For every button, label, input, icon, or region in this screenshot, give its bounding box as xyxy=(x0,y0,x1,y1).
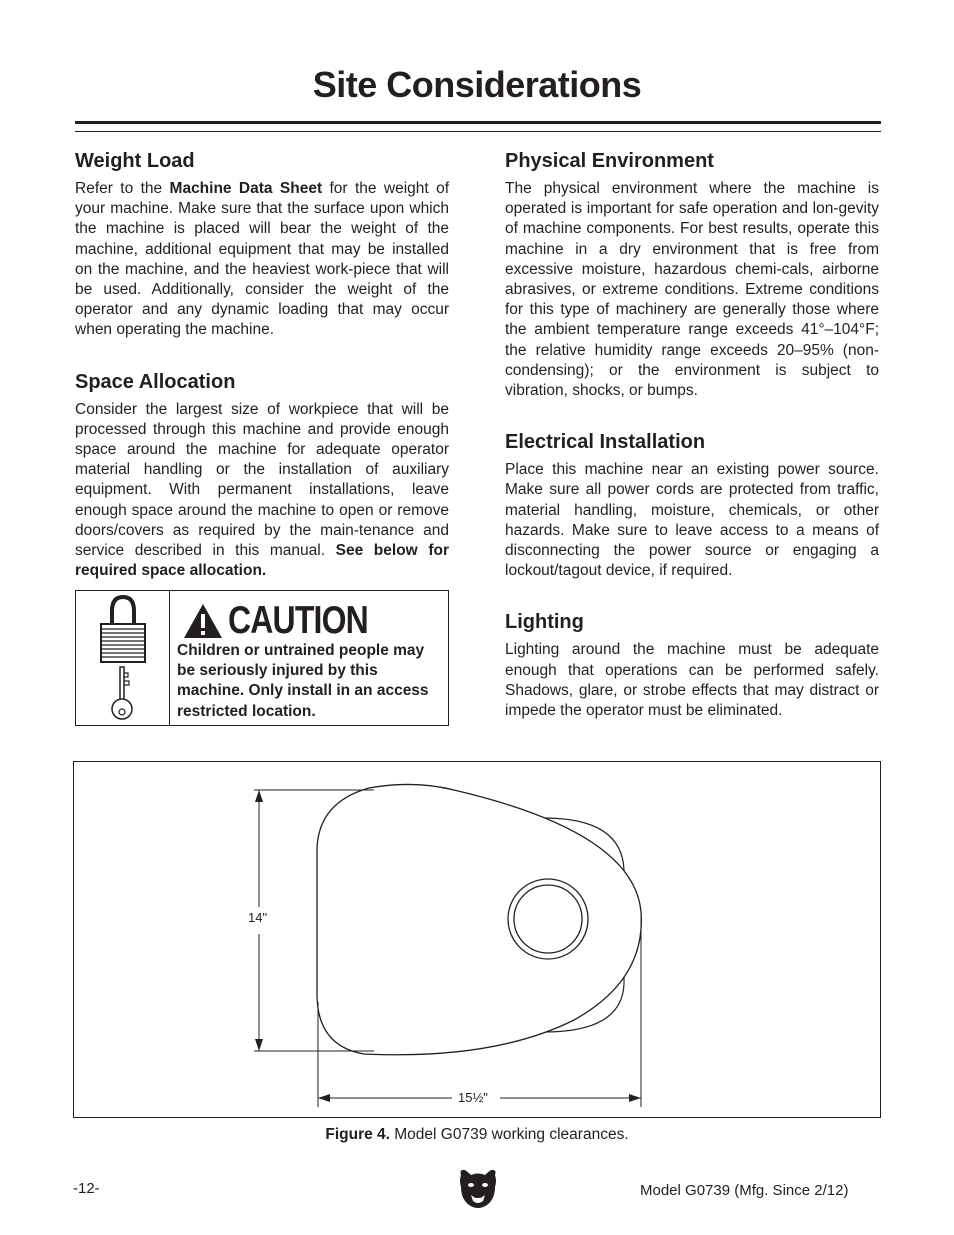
bear-logo-icon xyxy=(457,1167,499,1211)
figure-caption xyxy=(0,1126,954,1144)
caution-header xyxy=(182,599,399,643)
weight-load-text-post: for the weight of your machine. Make sure that the surface upon which the machine is placed will bear the weight of the machine, additional equipment that may be installed on the machine, and the heaviest work-piece that will be used. Additionally, consider the weight of the operator and any dynamic loading that may occur when operating the machine. xyxy=(75,180,450,339)
width-arrow-left xyxy=(318,1094,330,1102)
physical-environment-section xyxy=(505,148,879,401)
title-rule-thick xyxy=(75,121,881,124)
machine-footprint-diagram xyxy=(74,762,880,1117)
caution-message: Children or untrained people may be seriously injured by this machine. Only install in an access restricted location. xyxy=(177,642,429,720)
weight-load-section xyxy=(75,148,449,341)
title-rule-thin xyxy=(75,131,881,132)
lighting-heading: Lighting xyxy=(505,611,584,634)
warning-triangle-icon xyxy=(182,602,224,640)
machine-top-outline xyxy=(317,784,641,1054)
key-icon xyxy=(76,591,169,725)
width-arrow-right xyxy=(629,1094,641,1102)
caution-signal-word: CAUTION xyxy=(228,599,368,642)
model-footer: Model G0739 (Mfg. Since 2/12) xyxy=(640,1182,849,1199)
weight-load-heading: Weight Load xyxy=(75,150,195,172)
physical-environment-heading: Physical Environment xyxy=(505,150,714,172)
space-allocation-section xyxy=(75,369,449,582)
electrical-installation-section xyxy=(505,429,879,581)
lighting-text: Lighting around the machine must be adequate enough that operations can be performed safely. Shadows, glare, or strobe effects that may distract or impede the operator must be eliminated. xyxy=(505,641,879,720)
left-column xyxy=(75,148,449,581)
space-allocation-heading: Space Allocation xyxy=(75,370,236,393)
figure-caption-text: Model G0739 working clearances. xyxy=(389,1126,629,1143)
figure-caption-number: Figure 4. xyxy=(325,1126,390,1143)
physical-environment-text: The physical environment where the machine is operated is important for safe operation and lon-gevity of machine components. For best results, operate this machine in a dry environment that is free from excessive moisture, hazardous chemi-cals, airborne abrasives, or extreme conditions. Extreme conditions for this type of machinery are generally those where the ambient temperature range exceeds 41°–104°F; the relative humidity range exceeds 20–95% (non-condensing); or the environment is subject to vibration, shocks, or bumps. xyxy=(505,180,879,400)
space-allocation-text-body: Consider the largest size of workpiece that will be processed through this machine and provide enough space around the machine for adequate operator material handling or the installation of auxiliary equipment. With permanent installations, leave enough space around the machine to open or remove doors/covers as required by the main-tenance and service described in this manual. xyxy=(75,400,449,560)
spindle-inner-ring xyxy=(514,885,582,953)
electrical-installation-heading: Electrical Installation xyxy=(505,431,706,454)
right-column xyxy=(505,148,879,721)
electrical-installation-text: Place this machine near an existing power source. Make sure all power cords are protected from traffic, material handling, moisture, chemicals, or other hazards. Make sure to leave access to a means of disconnecting the power source or engaging a lockout/tagout device, if required. xyxy=(505,461,879,580)
machine-data-sheet-ref: Machine Data Sheet xyxy=(169,180,323,197)
height-arrow-top xyxy=(255,790,263,802)
page-number: -12- xyxy=(73,1180,100,1197)
clearance-figure xyxy=(73,761,881,1118)
caution-icon-panel xyxy=(76,591,170,725)
height-dimension-label: 14" xyxy=(248,910,268,925)
weight-load-text xyxy=(75,179,449,341)
caution-box xyxy=(75,590,449,726)
space-allocation-text xyxy=(75,400,449,582)
height-arrow-bottom xyxy=(255,1039,263,1051)
space-allocation-note: See below for required space allocation. xyxy=(75,542,449,580)
lighting-section xyxy=(505,609,879,721)
width-dimension-label: 15½" xyxy=(458,1090,488,1105)
page-title: Site Considerations xyxy=(312,64,642,105)
weight-load-text-pre: Refer to the xyxy=(75,180,170,197)
